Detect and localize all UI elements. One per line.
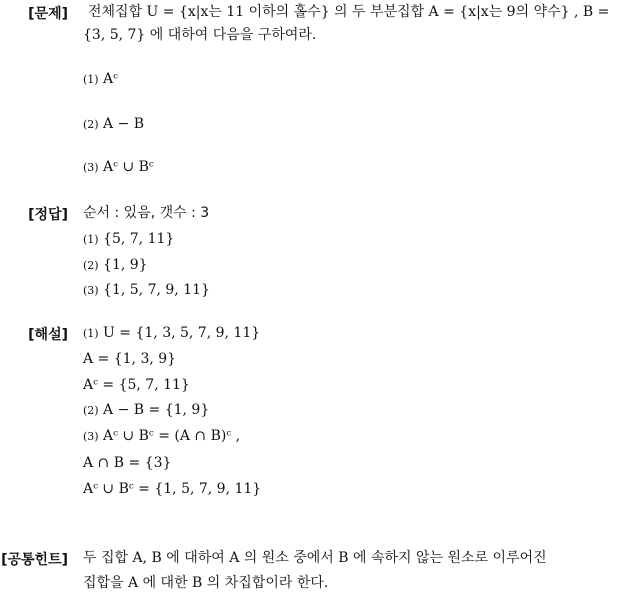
solution-line-7-expr: Aᶜ ∪ Bᶜ = {1, 5, 7, 9, 11} <box>83 481 262 497</box>
solution-line-6-expr: A ∩ B = {3} <box>83 455 172 471</box>
solution-line-5-expr: Aᶜ ∪ Bᶜ = (A ∩ B)ᶜ , <box>103 428 241 444</box>
answer-item-1-number: (1) <box>83 233 99 246</box>
solution-line-4 <box>83 401 209 420</box>
problem-item-2-expr: A − B <box>103 116 145 132</box>
problem-item-3 <box>83 158 154 177</box>
solution-line-7 <box>83 480 261 498</box>
solution-line-5 <box>83 427 240 446</box>
hint-line-1: 두 집합 A, B 에 대하여 A 의 원소 중에서 B 에 속하지 않는 원소로 이루어진 <box>83 550 547 566</box>
answer-item-2-expr: {1, 9} <box>103 257 148 273</box>
problem-item-2-number: (2) <box>83 118 99 131</box>
solution-line-3-expr: Aᶜ = {5, 7, 11} <box>83 377 190 393</box>
solution-line-1-number: (1) <box>83 327 99 340</box>
problem-text-line-2: {3, 5, 7} 에 대하여 다음을 구하여라. <box>83 27 317 43</box>
answer-item-3-expr: {1, 5, 7, 9, 11} <box>103 282 210 298</box>
answer-item-3-number: (3) <box>83 284 99 297</box>
problem-item-3-expr: Aᶜ ∪ Bᶜ <box>103 159 154 175</box>
problem-item-2 <box>83 115 144 134</box>
answer-item-2-number: (2) <box>83 259 99 272</box>
answer-item-1 <box>83 230 174 249</box>
solution-line-4-number: (2) <box>83 404 99 417</box>
problem-item-3-number: (3) <box>83 161 99 174</box>
solution-line-5-number: (3) <box>83 430 99 443</box>
solution-line-3 <box>83 376 190 394</box>
problem-text-line-1: 전체집합 U = {x|x는 11 이하의 홀수} 의 두 부분집합 A = {x|x는 9의 약수} , B = <box>88 4 610 20</box>
solution-line-1 <box>83 324 260 343</box>
hint-label: [공통힌트] <box>1 552 68 568</box>
problem-item-1 <box>83 70 118 89</box>
answer-item-3 <box>83 281 210 300</box>
solution-label: [해설] <box>28 327 68 343</box>
problem-item-1-number: (1) <box>83 73 99 86</box>
hint-line-2: 집합을 A 에 대한 B 의 차집합이라 한다. <box>83 575 329 591</box>
solution-line-4-expr: A − B = {1, 9} <box>103 402 210 418</box>
answer-label: [정답] <box>28 207 68 223</box>
solution-line-6 <box>83 454 171 472</box>
answer-item-2 <box>83 256 148 275</box>
solution-line-2 <box>83 350 176 368</box>
solution-line-1-expr: U = {1, 3, 5, 7, 9, 11} <box>103 325 261 341</box>
problem-label: [문제] <box>28 6 68 22</box>
answer-item-1-expr: {5, 7, 11} <box>103 231 175 247</box>
problem-item-1-expr: Aᶜ <box>103 71 119 87</box>
solution-line-2-expr: A = {1, 3, 9} <box>83 351 177 367</box>
answer-meta: 순서 : 있음, 갯수 : 3 <box>83 205 210 221</box>
